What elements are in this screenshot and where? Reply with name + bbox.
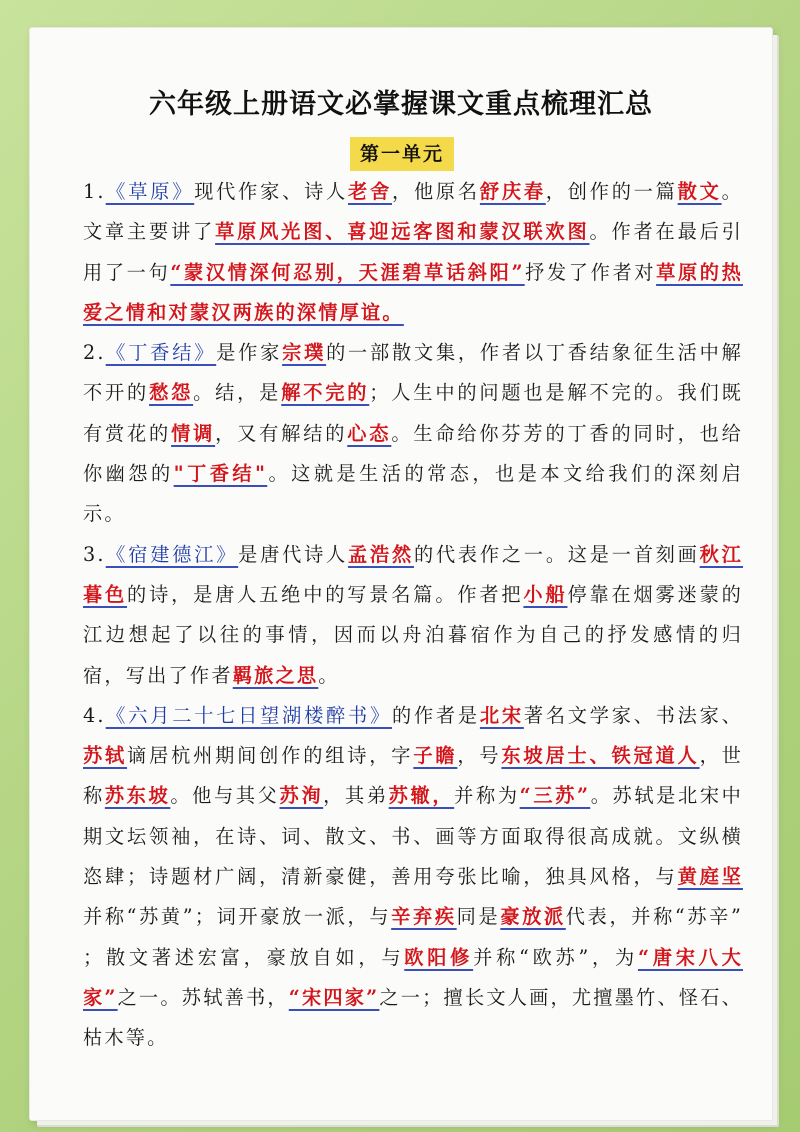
text-segment: 代表，并称“苏辛” ；散文著述宏富，豪放自如，与 [83, 905, 744, 969]
text-segment: 。结，是 [193, 381, 282, 405]
key-point: 黄庭坚 [677, 865, 743, 889]
key-point: 情调 [171, 421, 216, 445]
lesson-title: 《六月二十七日望湖楼醉书》 [105, 703, 392, 727]
text-segment: 抒发了作者对 [524, 260, 657, 284]
text-segment: ，又有解结的 [215, 421, 348, 445]
text-segment: 著名文学家、书法家、 [523, 703, 743, 727]
text-segment: 之一；擅长文人画，尤擅墨竹、怪石、枯木等。 [83, 985, 743, 1050]
lesson-title: 《宿建德江》 [105, 542, 239, 566]
text-segment: 谪居杭州期间创作的组诗，字 [127, 744, 414, 768]
key-point: “唐宋八大家” [83, 945, 743, 1009]
text-segment: 。这就是生活的常态，也是本文给我们的深刻启示。 [83, 462, 743, 526]
key-point: 心态 [347, 421, 392, 445]
key-point: 宗璞 [282, 341, 327, 365]
key-point: 苏东坡 [104, 784, 171, 808]
key-point: 草原的热爱之情和对蒙汉两族的深情厚谊。 [83, 260, 743, 324]
text-segment: 。作者在最后引用了一句 [83, 220, 743, 284]
text-segment: 2. [83, 341, 106, 365]
key-point: 解不完的 [281, 381, 370, 405]
key-point: 子瞻 [413, 744, 458, 768]
text-segment: 的一部散文集，作者以丁香结象征生活中解不开的 [83, 341, 744, 405]
text-segment: 并称“苏黄”；词开豪放一派，与 [83, 905, 392, 929]
key-point: 北宋 [479, 703, 524, 727]
text-segment: 是唐代诗人 [238, 542, 349, 566]
text-segment: ，创作的一篇 [545, 180, 678, 203]
text-segment: 。苏轼是北宋中期文坛领袖，在诗、词、散文、书、画等方面取得很高成就。文纵横恣肆；诗题材广阔，清新豪健，善用夸张比喻，独具风格，与 [83, 784, 744, 889]
key-point: 愁怨 [149, 381, 194, 405]
lesson-title: 《丁香结》 [105, 341, 217, 365]
text-segment: ，世称 [83, 744, 744, 808]
text-segment: 。他与其父 [170, 784, 280, 808]
text-segment: 。 [318, 663, 340, 687]
text-segment: 4. [83, 703, 106, 727]
key-point: 苏洵 [279, 784, 324, 808]
text-segment: 。文章主要讲了 [83, 180, 743, 244]
key-point: 苏轼 [83, 744, 128, 768]
key-point: 辛弃疾 [391, 905, 457, 929]
key-point: “蒙汉情深何忍别，天涯碧草话斜阳” [170, 260, 525, 284]
text-segment: 并称“欧苏”，为 [473, 945, 638, 969]
text-segment: 同是 [456, 905, 501, 929]
text-segment: 并称为 [454, 784, 520, 808]
lesson-title: 《草原》 [105, 180, 195, 203]
text-segment: ，其弟 [323, 784, 389, 808]
text-segment: 的代表作之一。这是一首刻画 [413, 542, 700, 566]
content [83, 172, 743, 1059]
text-segment: 。生命给你芬芳的丁香的同时，也给你幽怨的 [83, 421, 743, 486]
unit-label: 第一单元 [350, 137, 454, 171]
key-point: 散文 [677, 180, 722, 203]
text-segment: 现代作家、诗人 [194, 180, 349, 203]
key-point: 秋江暮色 [83, 542, 744, 606]
text-segment: 是作家 [216, 341, 283, 365]
key-point: 舒庆春 [479, 180, 546, 203]
page-title: 六年级上册语文必掌握课文重点梳理汇总 [149, 89, 653, 120]
key-point: 孟浩然 [348, 542, 414, 566]
key-point: 老舍 [348, 180, 392, 203]
paragraph-4 [83, 696, 743, 1059]
text-segment: 停靠在烟雾迷蒙的江边想起了以往的事情，因而以舟泊暮宿作为自己的抒发感情的归宿，写出了作者 [83, 582, 743, 687]
key-point: 小船 [523, 582, 568, 606]
key-point: “宋四家” [288, 985, 380, 1009]
key-point: 草原风光图、喜迎远客图和蒙汉联欢图 [215, 220, 590, 244]
key-point: “三苏” [519, 784, 591, 808]
paragraph-3 [83, 535, 743, 696]
key-point: 东坡居士、铁冠道人 [501, 744, 700, 768]
key-point: 羁旅之思 [232, 663, 319, 687]
text-segment: 3. [83, 542, 106, 566]
text-segment: ；人生中的问题也是解不完的。我们既有赏花的 [83, 381, 743, 445]
text-segment: 的诗，是唐人五绝中的写景名篇。作者把 [127, 582, 524, 606]
key-point: 欧阳修 [404, 945, 474, 969]
paragraph-1 [83, 172, 743, 333]
key-point: "丁香结" [173, 462, 268, 486]
text-segment: 的作者是 [391, 703, 480, 727]
text-segment: 之一。苏轼善书， [117, 985, 289, 1009]
key-point: 苏辙， [388, 784, 455, 808]
paragraph-2 [83, 333, 743, 534]
text-segment: ，号 [457, 744, 502, 768]
text-segment: 1. [83, 180, 106, 203]
key-point: 豪放派 [500, 905, 566, 929]
text-segment: ，他原名 [391, 180, 480, 203]
